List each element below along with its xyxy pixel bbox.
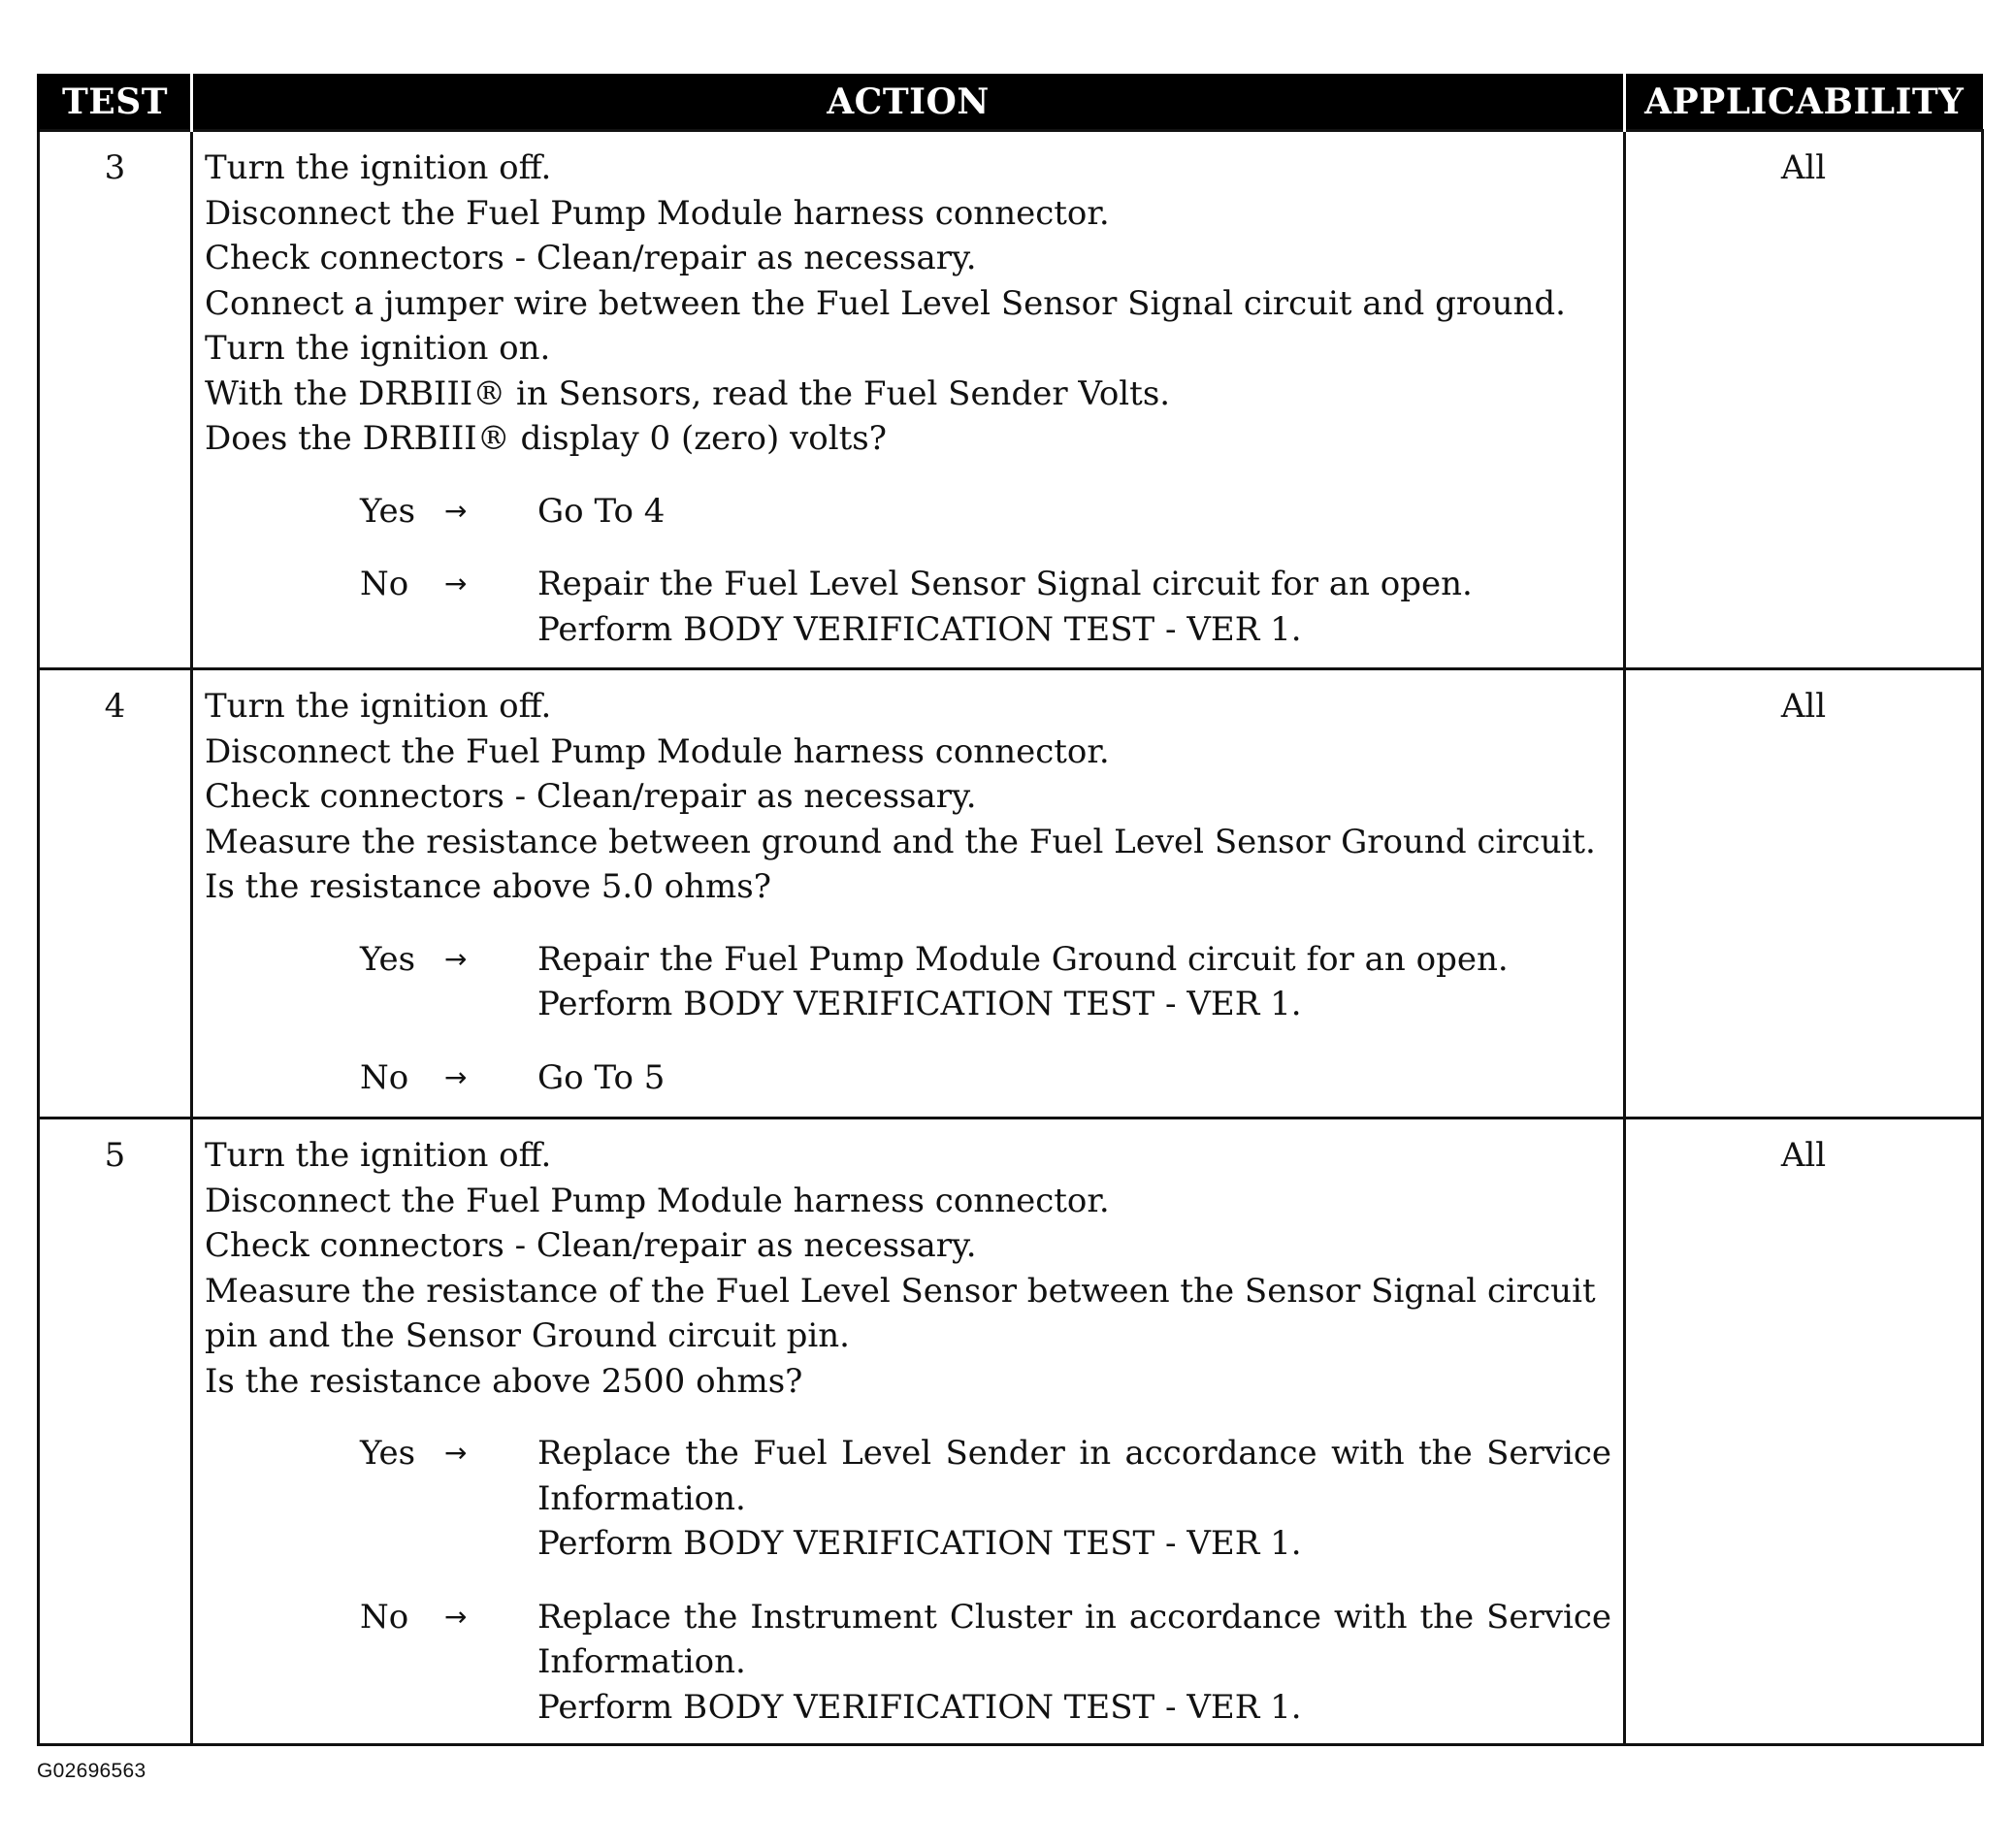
header-test: TEST <box>39 74 192 131</box>
table-body <box>39 131 1983 1745</box>
outcome-result-line: Information. <box>537 1478 746 1518</box>
outcomes <box>205 489 1611 653</box>
outcome-results <box>537 1431 1611 1567</box>
outcomes <box>205 1431 1611 1730</box>
action-step: Connect a jumper wire between the Fuel Level Sensor Signal circuit and ground. <box>205 283 1566 323</box>
right-arrow-icon: → <box>444 1437 468 1469</box>
action-cell <box>192 669 1625 1119</box>
outcome-results <box>537 937 1611 1027</box>
right-arrow-icon: → <box>444 942 468 975</box>
action-step: Check connectors - Clean/repair as necessary. <box>205 1226 977 1265</box>
action-step: Does the DRBIII® display 0 (zero) volts? <box>205 419 887 458</box>
action-step: With the DRBIII® in Sensors, read the Fuel Sender Volts. <box>205 373 1171 413</box>
action-step: Is the resistance above 2500 ohms? <box>205 1361 803 1401</box>
action-step: Disconnect the Fuel Pump Module harness connector. <box>205 193 1110 233</box>
right-arrow-icon: → <box>444 494 468 527</box>
action-steps <box>205 684 1611 910</box>
outcome-yes <box>205 937 1611 1027</box>
outcome-results <box>537 562 1611 652</box>
outcome-result-line: Replace the Fuel Level Sender in accordance with the Service <box>537 1434 1611 1473</box>
action-step: Turn the ignition off. <box>205 1136 552 1175</box>
action-cell <box>192 131 1625 669</box>
action-step: Is the resistance above 5.0 ohms? <box>205 867 771 906</box>
outcome-result-line: Go To 5 <box>537 1057 666 1097</box>
outcome-result-line: Perform BODY VERIFICATION TEST - VER 1. <box>537 1687 1302 1727</box>
right-arrow-icon: → <box>444 1060 468 1093</box>
outcome-no <box>205 1595 1611 1731</box>
outcome-result-line: Replace the Instrument Cluster in accordance with the Service <box>537 1597 1611 1637</box>
right-arrow-icon: → <box>444 567 468 600</box>
outcomes <box>205 937 1611 1101</box>
action-cell <box>192 1119 1625 1745</box>
action-step: Turn the ignition on. <box>205 329 551 368</box>
action-step: Measure the resistance of the Fuel Level Sensor between the Sensor Signal circuit <box>205 1271 1596 1311</box>
outcome-results <box>537 489 1611 535</box>
outcome-results <box>537 1595 1611 1731</box>
outcome-yes <box>205 1431 1611 1567</box>
outcome-result-line: Repair the Fuel Level Sensor Signal circuit for an open. <box>537 565 1473 603</box>
action-steps <box>205 1133 1611 1404</box>
action-step: pin and the Sensor Ground circuit pin. <box>205 1316 850 1355</box>
table-header-row <box>39 74 1983 131</box>
outcome-result-line: Go To 4 <box>537 491 666 531</box>
action-step: Check connectors - Clean/repair as necessary. <box>205 239 977 277</box>
outcome-answer: No <box>360 565 409 603</box>
action-steps <box>205 146 1611 462</box>
figure-id: G02696563 <box>37 1760 146 1782</box>
table-row <box>39 669 1983 1119</box>
outcome-result-line: Information. <box>537 1642 746 1681</box>
outcome-answer: No <box>360 1057 409 1097</box>
outcome-answer: Yes <box>360 1434 416 1473</box>
right-arrow-icon: → <box>444 1600 468 1633</box>
table-row <box>39 131 1983 669</box>
header-applicability: APPLICABILITY <box>1625 74 1983 131</box>
test-number: 3 <box>39 131 192 669</box>
action-step: Measure the resistance between ground and the Fuel Level Sensor Ground circuit. <box>205 822 1596 861</box>
applicability-value: All <box>1625 669 1983 1119</box>
action-step: Disconnect the Fuel Pump Module harness connector. <box>205 731 1110 771</box>
outcome-results <box>537 1055 1611 1101</box>
outcome-result-line: Perform BODY VERIFICATION TEST - VER 1. <box>537 609 1302 649</box>
outcome-no <box>205 1055 1611 1101</box>
outcome-answer: No <box>360 1597 409 1637</box>
outcome-result-line: Perform BODY VERIFICATION TEST - VER 1. <box>537 1524 1302 1563</box>
action-step: Disconnect the Fuel Pump Module harness connector. <box>205 1181 1110 1220</box>
action-step: Check connectors - Clean/repair as necessary. <box>205 777 977 816</box>
diagnostic-test-table <box>37 74 1984 1746</box>
table-row <box>39 1119 1983 1745</box>
test-number: 5 <box>39 1119 192 1745</box>
outcome-answer: Yes <box>360 491 416 531</box>
outcome-yes <box>205 489 1611 535</box>
outcome-result-line: Perform BODY VERIFICATION TEST - VER 1. <box>537 985 1302 1023</box>
header-action: ACTION <box>192 74 1625 131</box>
applicability-value: All <box>1625 131 1983 669</box>
action-step: Turn the ignition off. <box>205 687 552 726</box>
outcome-answer: Yes <box>360 939 416 979</box>
outcome-no <box>205 562 1611 652</box>
test-number: 4 <box>39 669 192 1119</box>
outcome-result-line: Repair the Fuel Pump Module Ground circuit for an open. <box>537 939 1509 979</box>
applicability-value: All <box>1625 1119 1983 1745</box>
action-step: Turn the ignition off. <box>205 148 552 187</box>
